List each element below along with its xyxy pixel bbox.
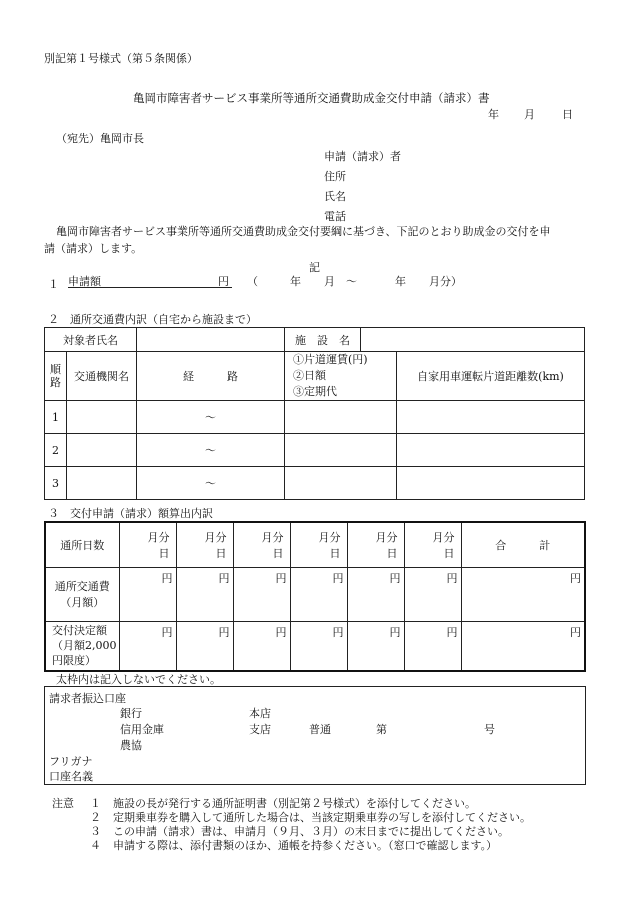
fare-header: ①片道運賃(円) ②日額 ③定期代	[285, 352, 397, 401]
car-distance-input[interactable]	[397, 467, 585, 500]
note-number: ３	[90, 825, 101, 838]
month-col-3: 月分 日	[233, 522, 290, 567]
applicant-phone-label: 電話	[324, 210, 346, 223]
table-row	[45, 467, 585, 500]
period-month1: 月	[324, 275, 335, 288]
account-type-futsu[interactable]: 普通	[309, 723, 331, 736]
account-number-suffix: 号	[484, 723, 495, 736]
note-text: 施設の長が発行する通所証明書（別記第２号様式）を添付してください。	[113, 797, 476, 810]
date-year: 年	[488, 108, 499, 121]
note-number: ４	[90, 839, 101, 852]
decision-cell: 円	[404, 621, 461, 671]
form-id: 別記第１号様式（第５条関係）	[44, 52, 198, 65]
decision-cell: 円	[347, 621, 404, 671]
fare-cell[interactable]: 円	[119, 567, 176, 621]
facility-name-label: 施 設 名	[285, 328, 361, 352]
intro-text-1: 亀岡市障害者サービス事業所等通所交通費助成金交付要綱に基づき、下記のとおり助成金の交付を申	[56, 225, 551, 238]
note-number: １	[90, 797, 101, 810]
agency-input[interactable]	[67, 401, 137, 434]
note-text: 申請する際は、添付書類のほか、通帳を持参ください。（窓口で確認します。）	[113, 839, 498, 852]
furigana-label: フリガナ	[49, 755, 93, 768]
note-text: 定期乗車券を購入して通所した場合は、当該定期乗車券の写しを添付してください。	[113, 811, 531, 824]
fare-cell[interactable]: 円	[233, 567, 290, 621]
agency-header: 交通機関名	[67, 352, 137, 401]
fare-cell[interactable]: 円	[347, 567, 404, 621]
fare-cell[interactable]: 円	[404, 567, 461, 621]
period-open: （	[247, 275, 258, 288]
decision-cell: 円	[290, 621, 347, 671]
month-col-6: 月分 日	[404, 522, 461, 567]
route-header: 経 路	[137, 352, 285, 401]
fare-input[interactable]	[285, 467, 397, 500]
section2-heading: ２ 通所交通費内訳（自宅から施設まで）	[48, 313, 257, 326]
bank-type-bank[interactable]: 銀行	[120, 707, 142, 720]
section1-number: １	[48, 278, 59, 291]
period-month2: 月分）	[429, 275, 462, 288]
agency-input[interactable]	[67, 434, 137, 467]
date-day: 日	[562, 108, 573, 121]
month-col-5: 月分 日	[347, 522, 404, 567]
table-row	[45, 401, 585, 434]
route-no: 3	[45, 467, 67, 500]
period-tilde: ～	[346, 275, 357, 288]
intro-text-2: 請（請求）します。	[44, 242, 143, 255]
fare-cell[interactable]: 円	[176, 567, 233, 621]
account-number-prefix: 第	[376, 723, 387, 736]
month-col-2: 月分 日	[176, 522, 233, 567]
branch-honten[interactable]: 本店	[249, 707, 271, 720]
route-input[interactable]: ～	[137, 467, 285, 500]
route-no-header: 順路	[45, 352, 67, 401]
subject-name-label: 対象者氏名	[45, 328, 137, 352]
fare-total-cell[interactable]: 円	[461, 567, 585, 621]
addressee: （宛先）亀岡市長	[56, 132, 144, 145]
subject-name-input[interactable]	[137, 328, 285, 352]
decision-cell: 円	[176, 621, 233, 671]
fare-cell[interactable]: 円	[290, 567, 347, 621]
thick-frame-note: 太枠内は記入しないでください。	[56, 673, 221, 686]
branch-shiten[interactable]: 支店	[249, 723, 271, 736]
total-label: 合 計	[461, 522, 585, 567]
ki-mark: 記	[309, 261, 320, 274]
decision-cell: 円	[119, 621, 176, 671]
car-distance-input[interactable]	[397, 401, 585, 434]
days-label: 通所日数	[45, 522, 119, 567]
route-no: 1	[45, 401, 67, 434]
applicant-name-label: 氏名	[324, 190, 346, 203]
table-row	[45, 434, 585, 467]
applicant-address-label: 住所	[324, 170, 346, 183]
request-amount-label: 申請額	[68, 275, 101, 288]
facility-name-input[interactable]	[361, 328, 585, 352]
route-input[interactable]: ～	[137, 434, 285, 467]
month-col-4: 月分 日	[290, 522, 347, 567]
date-month: 月	[524, 108, 535, 121]
bank-type-shinkin[interactable]: 信用金庫	[120, 723, 164, 736]
page-title: 亀岡市障害者サービス事業所等通所交通費助成金交付申請（請求）書	[133, 91, 490, 105]
car-distance-input[interactable]	[397, 434, 585, 467]
period-year2: 年	[395, 275, 406, 288]
bank-type-nokyo[interactable]: 農協	[120, 739, 142, 752]
applicant-heading: 申請（請求）者	[324, 150, 401, 163]
note-number: ２	[90, 811, 101, 824]
note-text: この申請（請求）書は、申請月（９月、３月）の末日までに提出してください。	[113, 825, 509, 838]
decision-amount-label: 交付決定額 （月額2,000 円限度）	[45, 621, 119, 671]
account-name-label: 口座名義	[49, 770, 93, 783]
agency-input[interactable]	[67, 467, 137, 500]
car-distance-header: 自家用車運転片道距離数(km)	[397, 352, 585, 401]
period-year1: 年	[290, 275, 301, 288]
transport-breakdown-table	[44, 327, 585, 500]
route-no: 2	[45, 434, 67, 467]
decision-cell: 円	[233, 621, 290, 671]
notes-label: 注意	[52, 797, 74, 810]
route-input[interactable]: ～	[137, 401, 285, 434]
section3-heading: ３ 交付申請（請求）額算出内訳	[48, 507, 213, 520]
fare-input[interactable]	[285, 401, 397, 434]
month-col-1: 月分 日	[119, 522, 176, 567]
request-amount-yen: 円	[218, 275, 229, 288]
calculation-table	[44, 521, 586, 672]
decision-total-cell: 円	[461, 621, 585, 671]
fare-input[interactable]	[285, 434, 397, 467]
monthly-fare-label: 通所交通費 （月額）	[45, 567, 119, 621]
bank-heading: 請求者振込口座	[49, 692, 126, 705]
